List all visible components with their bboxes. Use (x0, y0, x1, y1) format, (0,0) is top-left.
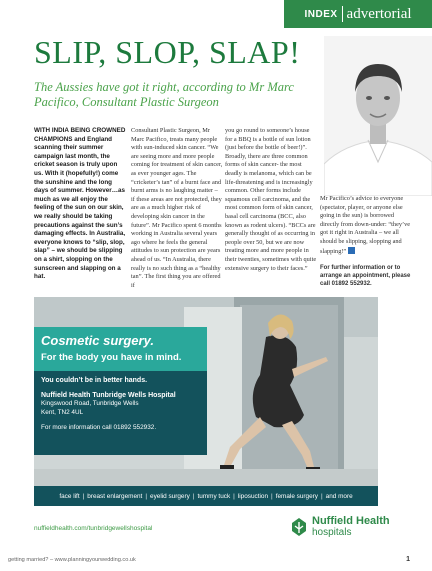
ad-info: For more information call 01892 552932. (41, 423, 157, 431)
ad-address-line-2: Kent, TN2 4UL (41, 408, 84, 416)
article-column-2: Consultant Plastic Surgeon, Mr Marc Pacifico, treats many people with sun-induced skin cancer. “We are seeing more and more people coming for treatment of skin cancer, as ever younger ages. The “cricketer’s tan” of a burnt face and burnt arms is no laughing matter – if these areas are not protected, they are as a much higher risk of developing skin cancer in the future”. Mr Pacifico spent 6 months working in Australia several years ago where he feels the general attitudes to sun protection are years ahead of us. “In Australia, there really is no such thing as a “healthy tan”. The first thing you are offered if (131, 127, 223, 289)
ad-tagline: For the body you have in mind. (41, 352, 182, 363)
page-number: 1 (406, 556, 410, 563)
service-item: liposuction (237, 492, 269, 500)
service-list: face lift | breast enlargement | eyelid surgery | tummy tuck | liposuction | female surgery | and more (34, 486, 378, 506)
footer-text: getting married? – www.planningyourwedding.co.uk (8, 557, 136, 563)
ad-hospital-name: Nuffield Health Tunbridge Wells Hospital (41, 392, 176, 400)
service-item: face lift (59, 492, 80, 500)
ad-text-panel (34, 327, 207, 455)
article-title: SLIP, SLOP, SLAP! (34, 34, 301, 70)
article-column-3: you go round to someone’s house for a BBQ is a bottle of sun lotion (just before the bottle of beer!)”. Broadly, there are three common forms of skin cancer- the most deadly is melanoma, which can be life-threatening and is increasingly common. Other forms include squamous cell carcinoma, and the most common form of skin cancer, basal cell carcinoma (BCC, also known as rodent ulcers). “BCCs are generally thought of as occurring in people over 50, but we are now treating more and more people in their twenties, sometimes with quite extensive surgery to their faces.” (225, 127, 317, 272)
article-subtitle: The Aussies have got it right, according to Mr Marc Pacifico, Consultant Plastic Surgeon (34, 80, 294, 109)
ad-header (34, 327, 207, 371)
hospital-url-link[interactable]: nuffieldhealth.com/tunbridgewellshospital (34, 525, 153, 532)
logo-sub: hospitals (312, 527, 352, 538)
index-label: INDEX (304, 8, 338, 20)
service-item: breast enlargement (87, 492, 143, 500)
service-item: tummy tuck (197, 492, 231, 500)
appointment-note: For further information or to arrange an appointment, please call 01892 552932. (320, 265, 411, 288)
service-item: female surgery (275, 492, 318, 500)
article-column-4: Mr Pacifico’s advice to everyone (spectator, player, or anyone else going in the sun) is borrowed directly from down-under: “they’ve got it right in Australia – we all should be slipping, slopping and slapping!” For further information or to arrange an appointment, please call 01892 552932. (320, 195, 411, 288)
section-tab (284, 0, 432, 28)
ad-address-line-1: Kingswood Road, Tunbridge Wells (41, 400, 139, 408)
ad-hands: You couldn’t be in better hands. (41, 377, 148, 384)
ad-body (34, 371, 207, 438)
quote-end-icon (348, 247, 355, 254)
ad-title: Cosmetic surgery. (41, 333, 154, 348)
section-label: advertorial (346, 5, 412, 22)
service-item: and more (325, 492, 353, 500)
surgeon-portrait (324, 36, 432, 196)
cosmetic-surgery-ad (34, 297, 378, 506)
tab-divider (342, 6, 343, 22)
nuffield-tree-icon (290, 517, 308, 537)
service-item: eyelid surgery (150, 492, 190, 500)
logo-brand: Nuffield Health (312, 515, 390, 527)
article-column-1: WITH INDIA BEING CROWNED CHAMPIONS and England scanning their summer campaign last month, the cricket season is truly upon us. With it (hopefully!) come the sunshine and the long days of summer. However…as much as we all enjoy the feeling of the sun on our skin, we really should be taking precautions against the sun’s damaging effects. In Australia, everyone knows to “slip, slop, slap” – we should be slipping on a shirt, slopping on the sunscreen and slapping on a hat. (34, 127, 126, 281)
nuffield-logo (290, 516, 390, 538)
